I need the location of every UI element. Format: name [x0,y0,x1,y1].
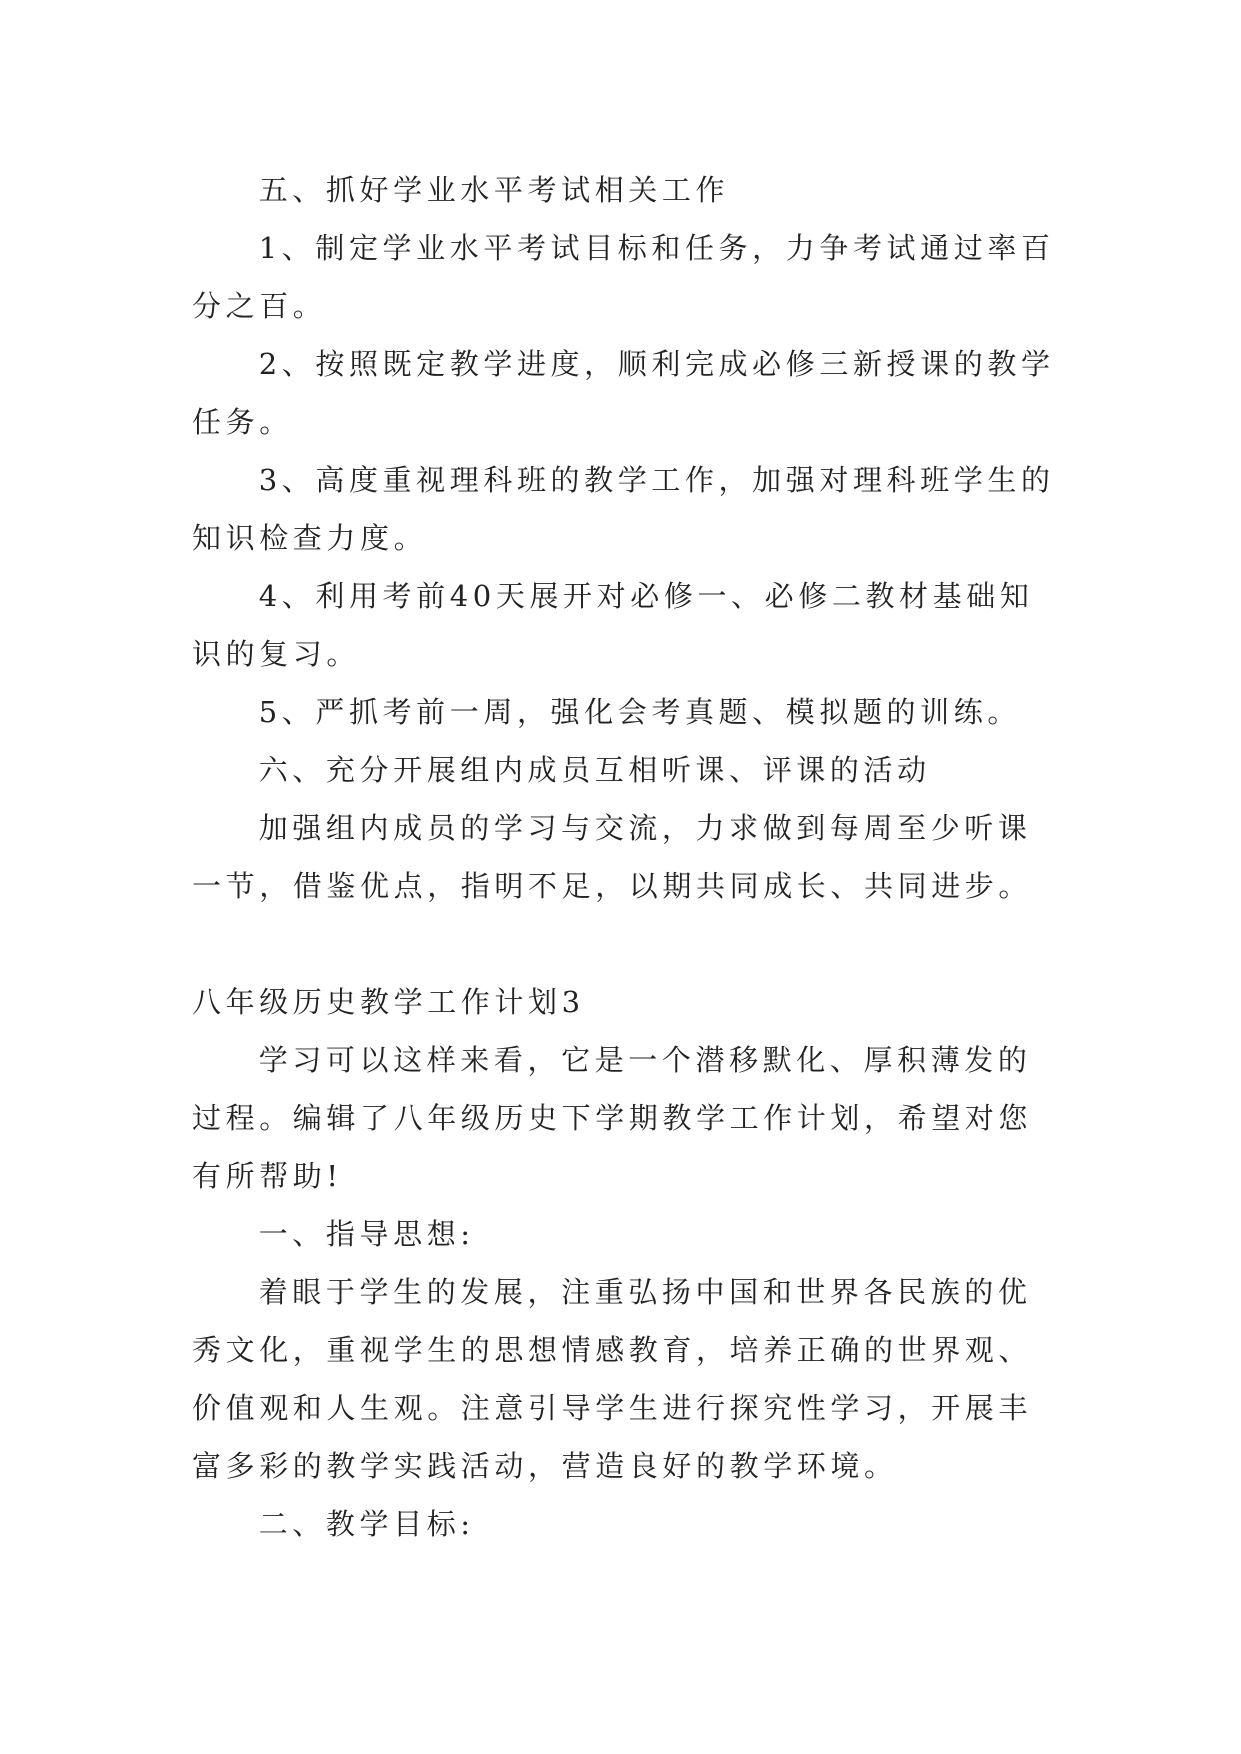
guiding-thought-body: 着眼于学生的发展，注重弘扬中国和世界各民族的优秀文化，重视学生的思想情感教育，培养正确的世界观、价值观和人生观。注意引导学生进行探究性学习，开展丰富多彩的教学实践活动，营造良好的教学环境。 [192,1275,1033,1483]
plan-three-title: 八年级历史教学工作计划3 [192,985,585,1019]
section-five-item-1: 1、制定学业水平考试目标和任务，力争考试通过率百分之百。 [192,231,1055,323]
section-five-item-5: 5、严抓考前一周，强化会考真题、模拟题的训练。 [258,695,1021,729]
section-five-item-3: 3、高度重视理科班的教学工作，加强对理科班学生的知识检查力度。 [192,463,1055,555]
document-body [192,161,1062,1553]
section-five-heading: 五、抓好学业水平考试相关工作 [258,173,730,207]
plan-three-intro: 学习可以这样来看，它是一个潜移默化、厚积薄发的过程。编辑了八年级历史下学期教学工作计划，希望对您有所帮助! [192,1043,1033,1193]
guiding-thought-heading: 一、指导思想: [258,1217,475,1251]
teaching-goals-heading: 二、教学目标: [258,1507,475,1541]
section-five-item-2: 2、按照既定教学进度，顺利完成必修三新授课的教学任务。 [192,347,1055,439]
section-five-item-4: 4、利用考前40天展开对必修一、必修二教材基础知识的复习。 [192,579,1034,671]
section-six-heading: 六、充分开展组内成员互相听课、评课的活动 [258,753,931,787]
section-six-body: 加强组内成员的学习与交流，力求做到每周至少听课一节，借鉴优点，指明不足，以期共同成长、共同进步。 [192,811,1033,903]
